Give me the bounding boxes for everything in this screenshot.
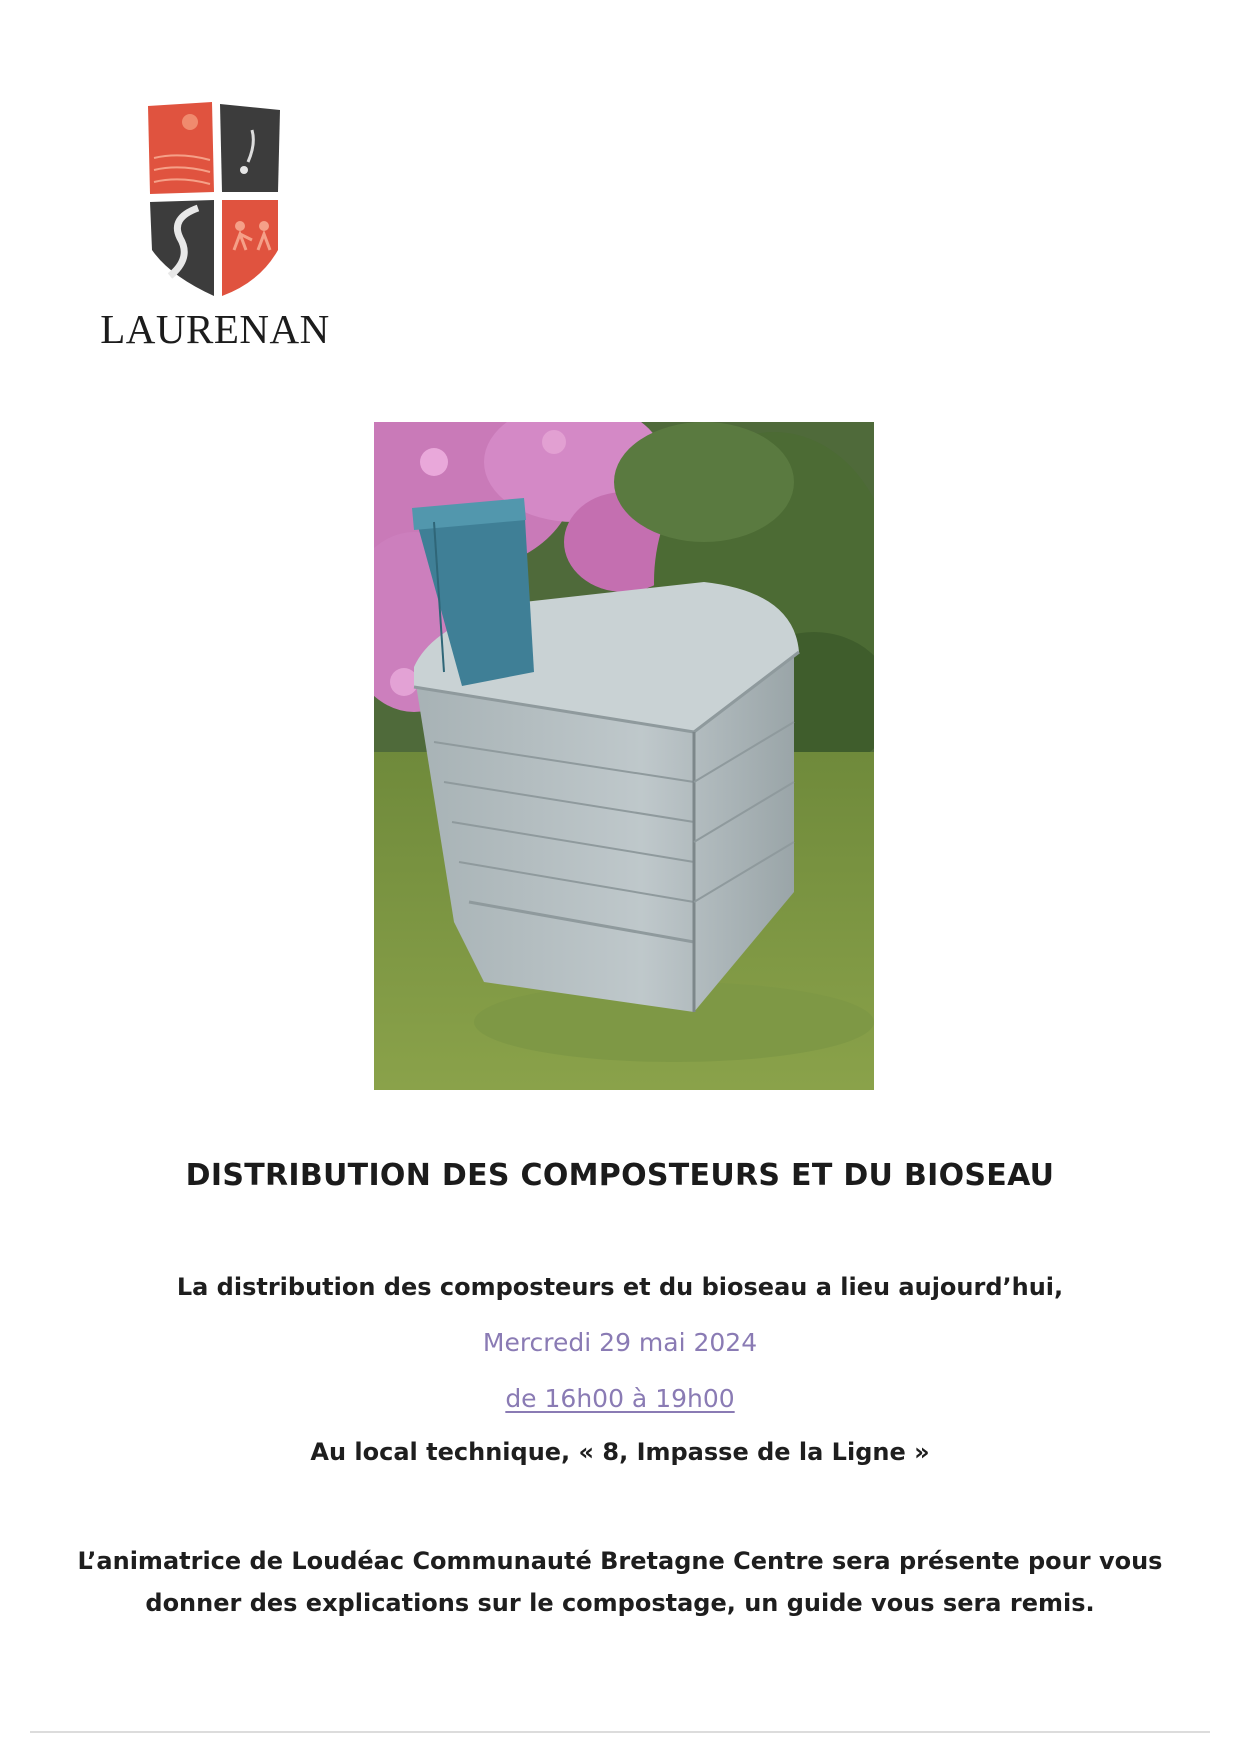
event-location: Au local technique, « 8, Impasse de la Ligne » — [310, 1438, 930, 1466]
composter-photo — [374, 422, 874, 1090]
composter-image — [374, 422, 874, 1090]
town-logo — [100, 100, 330, 350]
page-divider — [30, 1731, 1210, 1733]
town-name: LAURENAN — [100, 306, 330, 352]
coat-of-arms-icon — [140, 100, 290, 300]
event-hours: de 16h00 à 19h00 — [505, 1384, 735, 1413]
info-note: L’animatrice de Loudéac Communauté Bretagne Centre sera présente pour vous donner des explications sur le compostage, un guide vous sera remis. — [77, 1547, 1163, 1617]
page-title: DISTRIBUTION DES COMPOSTEURS ET DU BIOSEAU — [185, 1158, 1055, 1193]
intro-text: La distribution des composteurs et du bioseau a lieu aujourd’hui, — [176, 1273, 1064, 1301]
event-date: Mercredi 29 mai 2024 — [482, 1328, 758, 1357]
